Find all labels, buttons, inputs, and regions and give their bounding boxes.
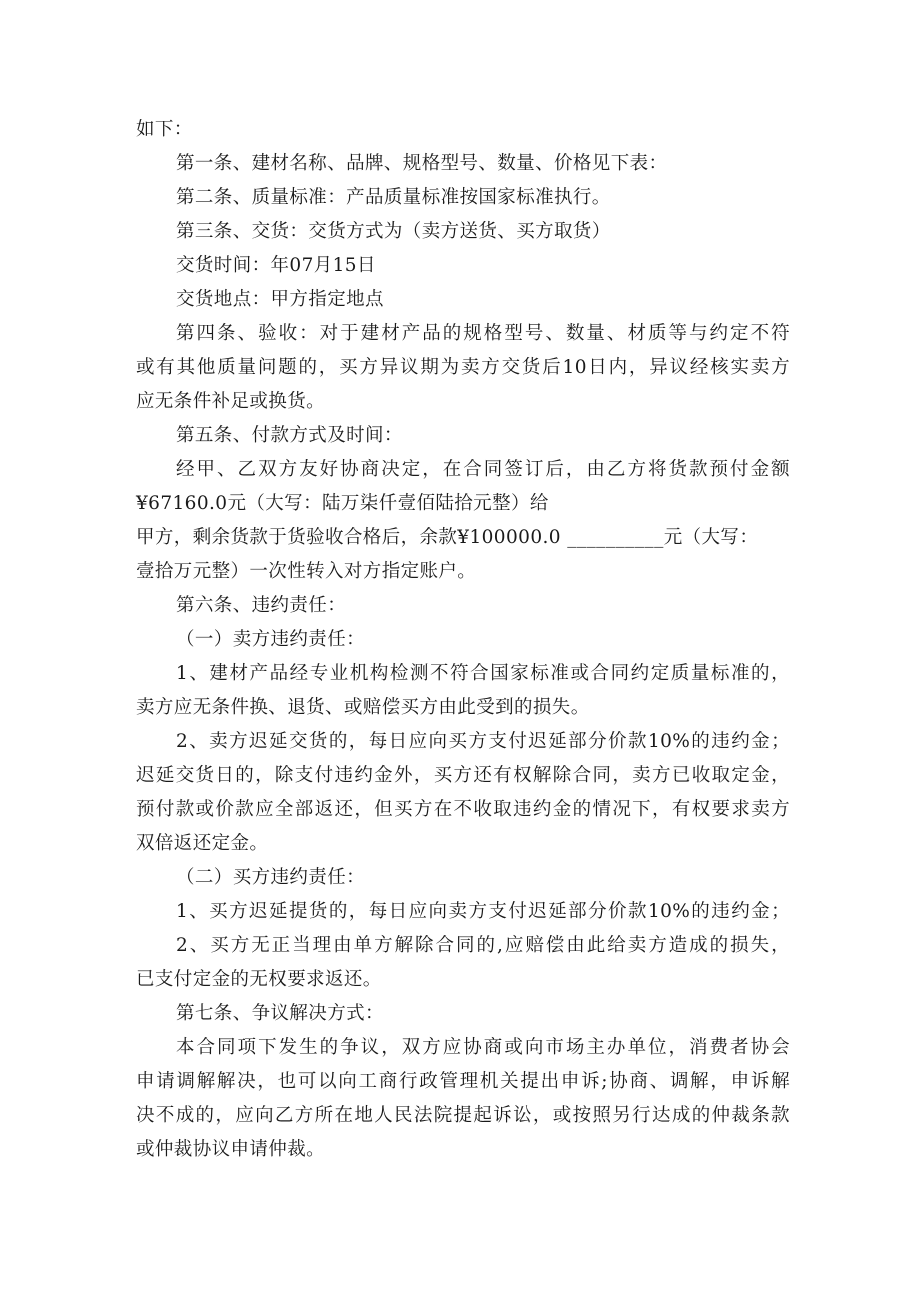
text-line: 壹拾万元整）一次性转入对方指定账户。	[136, 561, 477, 582]
text-line: 甲方，剩余货款于货验收合格后，余款¥100000.0 __________元（大写：	[136, 527, 759, 548]
text-line: 应无条件补足或换货。	[136, 391, 326, 412]
text-line: 1、买方迟延提货的，每日应向卖方支付迟延部分价款10%的违约金；	[176, 901, 790, 922]
text-line: 卖方应无条件换、退货、或赔偿买方由此受到的损失。	[136, 697, 590, 718]
text-line: 2、卖方迟延交货的，每日应向买方支付迟延部分价款10%的违约金；	[176, 731, 790, 752]
text-line: （一）卖方违约责任：	[176, 629, 366, 650]
text-line: 第五条、付款方式及时间：	[176, 425, 403, 446]
text-line: ¥67160.0元（大写：陆万柒仟壹佰陆拾元整）给	[136, 493, 549, 514]
text-line: 2、买方无正当理由单方解除合同的,应赔偿由此给卖方造成的损失，	[176, 935, 790, 956]
text-line: 已支付定金的无权要求返还。	[136, 969, 382, 990]
text-line: 第二条、质量标准：产品质量标准按国家标准执行。	[176, 187, 611, 208]
text-line: 1、建材产品经专业机构检测不符合国家标准或合同约定质量标准的，	[176, 663, 790, 684]
text-line: 经甲、乙双方友好协商决定，在合同签订后，由乙方将货款预付金额	[176, 459, 790, 480]
text-line: 第四条、验收：对于建材产品的规格型号、数量、材质等与约定不符	[176, 323, 790, 344]
text-line: 第三条、交货：交货方式为（卖方送货、买方取货）	[176, 221, 611, 242]
text-line: 或仲裁协议申请仲裁。	[136, 1139, 326, 1160]
text-line: （二）买方违约责任：	[176, 867, 366, 888]
text-line: 交货时间：年07月15日	[176, 255, 376, 276]
text-line: 本合同项下发生的争议，双方应协商或向市场主办单位，消费者协会	[176, 1037, 790, 1058]
text-line: 申请调解解决，也可以向工商行政管理机关提出申诉;协商、调解，申诉解	[136, 1071, 790, 1092]
text-line: 第六条、违约责任：	[176, 595, 347, 616]
text-line: 决不成的，应向乙方所在地人民法院提起诉讼，或按照另行达成的仲裁条款	[136, 1105, 790, 1126]
text-line: 迟延交货日的，除支付违约金外，买方还有权解除合同，卖方已收取定金，	[136, 765, 790, 786]
text-line: 预付款或价款应全部返还，但买方在不收取违约金的情况下，有权要求卖方	[136, 799, 790, 820]
text-line: 如下：	[136, 119, 193, 140]
text-line: 或有其他质量问题的，买方异议期为卖方交货后10日内，异议经核实卖方	[136, 357, 790, 378]
text-line: 交货地点：甲方指定地点	[176, 289, 384, 310]
text-line: 双倍返还定金。	[136, 833, 269, 854]
text-line: 第一条、建材名称、品牌、规格型号、数量、价格见下表：	[176, 153, 668, 174]
text-line: 第七条、争议解决方式：	[176, 1003, 384, 1024]
